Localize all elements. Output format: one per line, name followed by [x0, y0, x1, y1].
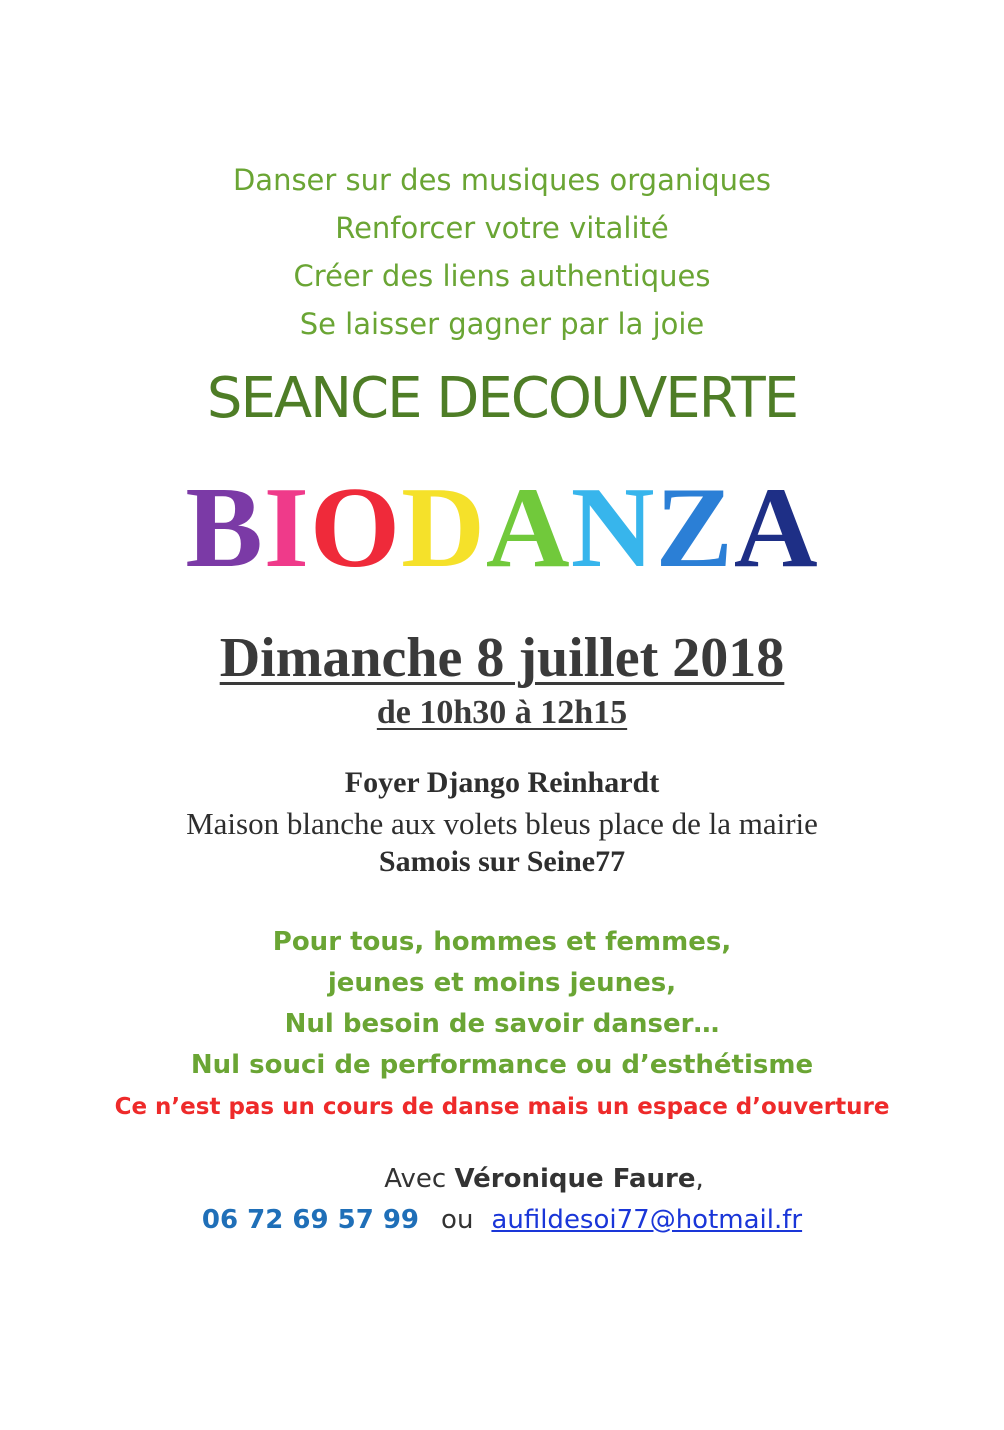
- intro-line-3: Créer des liens authentiques: [293, 259, 711, 293]
- venue-town: Samois sur Seine77: [378, 845, 626, 878]
- intro-line-2: Renforcer votre vitalité: [335, 211, 669, 245]
- phone-number[interactable]: 06 72 69 57 99: [201, 1205, 420, 1235]
- brand-letter: O: [309, 464, 402, 592]
- brand-letter: I: [263, 464, 310, 592]
- intro-line-1: Danser sur des musiques organiques: [232, 163, 772, 197]
- brand-letter: D: [401, 464, 486, 592]
- venue-name: Foyer Django Reinhardt: [344, 766, 660, 799]
- venue-address: Maison blanche aux volets bleus place de la mairie: [186, 806, 818, 841]
- brand-letter: Z: [655, 464, 734, 592]
- audience-line-2: jeunes et moins jeunes,: [327, 968, 677, 998]
- intro-line-4: Se laisser gagner par la joie: [299, 307, 705, 341]
- note-line: Ce n’est pas un cours de danse mais un espace d’ouverture: [114, 1094, 890, 1120]
- headline: SEANCE DECOUVERTE: [206, 366, 798, 431]
- event-time: de 10h30 à 12h15: [376, 694, 628, 731]
- audience-line-4: Nul souci de performance ou d’esthétisme: [190, 1050, 814, 1080]
- host-name: Véronique Faure: [454, 1164, 696, 1194]
- email-link[interactable]: aufildesoi77@hotmail.fr: [491, 1205, 803, 1235]
- event-date: Dimanche 8 juillet 2018: [219, 627, 785, 689]
- audience-line-3: Nul besoin de savoir danser…: [284, 1009, 720, 1039]
- host-prefix: Avec: [384, 1164, 455, 1194]
- audience-line-1: Pour tous, hommes et femmes,: [272, 927, 732, 957]
- brand-letter: A: [733, 464, 819, 592]
- host-suffix: ,: [695, 1164, 704, 1194]
- brand-letter: N: [570, 464, 656, 592]
- contact-or: ou: [441, 1205, 474, 1235]
- host-line: [0, 1164, 1004, 1194]
- brand-wordmark: [0, 464, 1004, 592]
- contact-line: [0, 1205, 1004, 1235]
- brand-letter: A: [485, 464, 571, 592]
- brand-letter: B: [185, 464, 264, 592]
